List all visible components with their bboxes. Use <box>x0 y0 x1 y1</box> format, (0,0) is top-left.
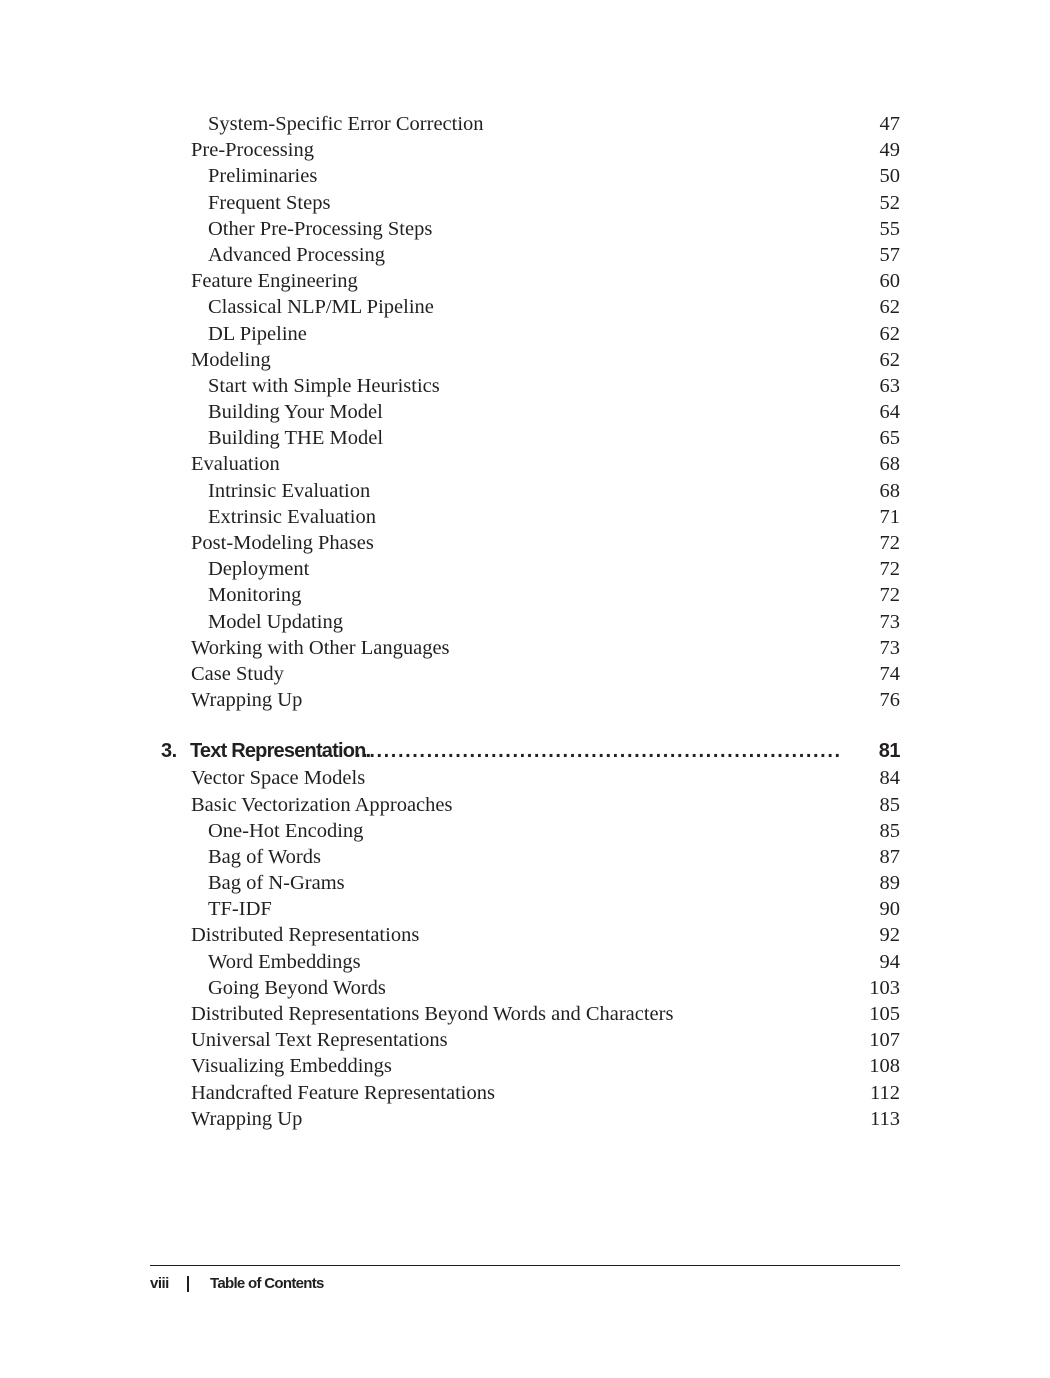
table-of-contents <box>150 111 900 1132</box>
toc-entry[interactable] <box>150 635 900 661</box>
toc-chapter-heading[interactable] <box>150 737 900 765</box>
toc-entry-label: Building THE Model <box>208 427 384 450</box>
toc-entry-label: Model Updating <box>208 610 343 633</box>
toc-entry-label: Case Study <box>191 662 284 685</box>
toc-entry-label: Deployment <box>208 558 310 581</box>
toc-entry-page-number: 64 <box>879 401 900 424</box>
toc-entry[interactable] <box>150 504 900 530</box>
toc-entry-page-number: 87 <box>879 845 900 868</box>
chapter-number: 3. <box>161 740 177 763</box>
toc-entry-label: Other Pre-Processing Steps <box>208 217 433 240</box>
running-head: Table of Contents <box>210 1275 324 1292</box>
toc-entry-label: Wrapping Up <box>191 689 303 712</box>
toc-entry[interactable] <box>150 1027 900 1053</box>
toc-entry-page-number: 72 <box>879 532 900 554</box>
toc-entry-page-number: 49 <box>879 139 900 162</box>
toc-entry-label: Working with Other Languages <box>191 636 450 659</box>
toc-entry-page-number: 84 <box>879 767 900 790</box>
toc-entry-page-number: 89 <box>879 872 900 895</box>
toc-entry[interactable] <box>150 818 900 844</box>
toc-entry[interactable] <box>150 1053 900 1079</box>
toc-entry-page-number: 108 <box>869 1055 900 1078</box>
toc-entry-page-number: 47 <box>879 113 900 135</box>
toc-entry-label: Universal Text Representations <box>191 1029 448 1052</box>
toc-entry-label: Intrinsic Evaluation <box>208 479 371 502</box>
toc-entry[interactable] <box>150 687 900 713</box>
toc-entry-page-number: 60 <box>879 270 900 293</box>
toc-entry[interactable] <box>150 242 900 268</box>
toc-entry-page-number: 76 <box>879 689 900 712</box>
toc-entry[interactable] <box>150 582 900 608</box>
toc-entry[interactable] <box>150 111 900 137</box>
toc-entry[interactable] <box>150 347 900 373</box>
toc-entry-page-number: 68 <box>879 479 900 502</box>
toc-entry-label: System-Specific Error Correction <box>208 113 484 135</box>
toc-entry-label: Evaluation <box>191 453 280 476</box>
toc-entry-label: Bag of Words <box>208 845 321 868</box>
toc-entry[interactable] <box>150 425 900 451</box>
toc-entry[interactable] <box>150 609 900 635</box>
toc-entry[interactable] <box>150 530 900 556</box>
toc-entry-label: Distributed Representations Beyond Words and Characters <box>191 1003 674 1025</box>
toc-entry-page-number: 103 <box>869 976 900 999</box>
toc-entry[interactable] <box>150 321 900 347</box>
toc-entry-page-number: 72 <box>879 558 900 581</box>
footer-rule <box>150 1265 900 1266</box>
toc-entry-page-number: 74 <box>879 662 900 685</box>
toc-entry[interactable] <box>150 661 900 687</box>
toc-entry-label: Handcrafted Feature Representations <box>191 1081 495 1104</box>
toc-entry[interactable] <box>150 1106 900 1132</box>
toc-entry[interactable] <box>150 399 900 425</box>
toc-entry[interactable] <box>150 137 900 163</box>
toc-entry[interactable] <box>150 556 900 582</box>
toc-entry-page-number: 71 <box>879 505 900 528</box>
toc-entry[interactable] <box>150 451 900 477</box>
toc-entry-label: Word Embeddings <box>208 950 361 973</box>
toc-entry[interactable] <box>150 268 900 294</box>
toc-entry[interactable] <box>150 896 900 922</box>
toc-entry[interactable] <box>150 478 900 504</box>
toc-entry[interactable] <box>150 1001 900 1027</box>
toc-entry-page-number: 112 <box>870 1081 900 1104</box>
toc-entry-label: Classical NLP/ML Pipeline <box>208 296 434 319</box>
page-footer <box>150 1272 900 1296</box>
toc-entry-label: Frequent Steps <box>208 191 331 214</box>
toc-entry-label: Advanced Processing <box>208 243 386 266</box>
toc-entry-label: Going Beyond Words <box>208 976 386 999</box>
toc-entry-page-number: 105 <box>869 1003 900 1025</box>
toc-entry-page-number: 73 <box>879 610 900 633</box>
toc-entry-page-number: 68 <box>879 453 900 476</box>
toc-entry-page-number: 90 <box>879 898 900 921</box>
toc-entry[interactable] <box>150 190 900 216</box>
chapter-page-number: 81 <box>878 740 900 763</box>
toc-entry[interactable] <box>150 163 900 189</box>
toc-entry-label: One-Hot Encoding <box>208 819 364 842</box>
toc-entry[interactable] <box>150 373 900 399</box>
toc-entry-page-number: 107 <box>869 1029 900 1052</box>
toc-entry-page-number: 65 <box>879 427 900 450</box>
page-folio: viii <box>150 1275 169 1292</box>
toc-entry-page-number: 50 <box>879 165 900 188</box>
toc-entry[interactable] <box>150 765 900 791</box>
toc-entry-label: Start with Simple Heuristics <box>208 374 440 397</box>
toc-section-chapter-3 <box>150 765 900 1132</box>
toc-entry[interactable] <box>150 949 900 975</box>
toc-entry-label: Pre-Processing <box>191 139 314 162</box>
toc-entry-label: Preliminaries <box>208 165 318 188</box>
toc-entry-label: Modeling <box>191 348 271 371</box>
toc-entry-page-number: 85 <box>879 819 900 842</box>
toc-entry-page-number: 52 <box>879 191 900 214</box>
chapter-title: Text Representation. <box>190 740 371 763</box>
toc-entry[interactable] <box>150 870 900 896</box>
toc-entry-page-number: 57 <box>879 243 900 266</box>
toc-entry-page-number: 73 <box>879 636 900 659</box>
dot-leader: .................................................................... <box>355 740 842 763</box>
toc-entry-label: Basic Vectorization Approaches <box>191 793 453 816</box>
toc-entry-label: Monitoring <box>208 584 302 607</box>
toc-entry-page-number: 62 <box>879 348 900 371</box>
toc-entry-label: Feature Engineering <box>191 270 358 293</box>
toc-entry-page-number: 62 <box>879 296 900 319</box>
toc-entry-label: Building Your Model <box>208 401 383 424</box>
toc-entry[interactable] <box>150 216 900 242</box>
toc-entry[interactable] <box>150 792 900 818</box>
toc-entry-label: Distributed Representations <box>191 924 420 947</box>
toc-entry-page-number: 55 <box>879 217 900 240</box>
toc-entry-page-number: 92 <box>879 924 900 947</box>
toc-entry-label: Post-Modeling Phases <box>191 532 374 554</box>
toc-entry[interactable] <box>150 922 900 948</box>
toc-entry-page-number: 62 <box>879 322 900 345</box>
toc-entry-page-number: 85 <box>879 793 900 816</box>
toc-entry[interactable] <box>150 975 900 1001</box>
footer-separator <box>187 1276 189 1292</box>
toc-entry[interactable] <box>150 294 900 320</box>
toc-entry-page-number: 63 <box>879 374 900 397</box>
toc-entry[interactable] <box>150 1080 900 1106</box>
toc-entry-label: TF-IDF <box>208 898 272 921</box>
toc-entry-page-number: 113 <box>870 1107 900 1130</box>
toc-entry-label: DL Pipeline <box>208 322 307 345</box>
toc-entry-page-number: 94 <box>879 950 900 973</box>
toc-entry-label: Extrinsic Evaluation <box>208 505 376 528</box>
toc-entry-label: Bag of N-Grams <box>208 872 345 895</box>
toc-entry-label: Vector Space Models <box>191 767 366 790</box>
toc-entry[interactable] <box>150 844 900 870</box>
toc-entry-page-number: 72 <box>879 584 900 607</box>
toc-entry-label: Wrapping Up <box>191 1107 303 1130</box>
toc-entry-label: Visualizing Embeddings <box>191 1055 392 1078</box>
toc-section-chapter-2-continued <box>150 111 900 713</box>
